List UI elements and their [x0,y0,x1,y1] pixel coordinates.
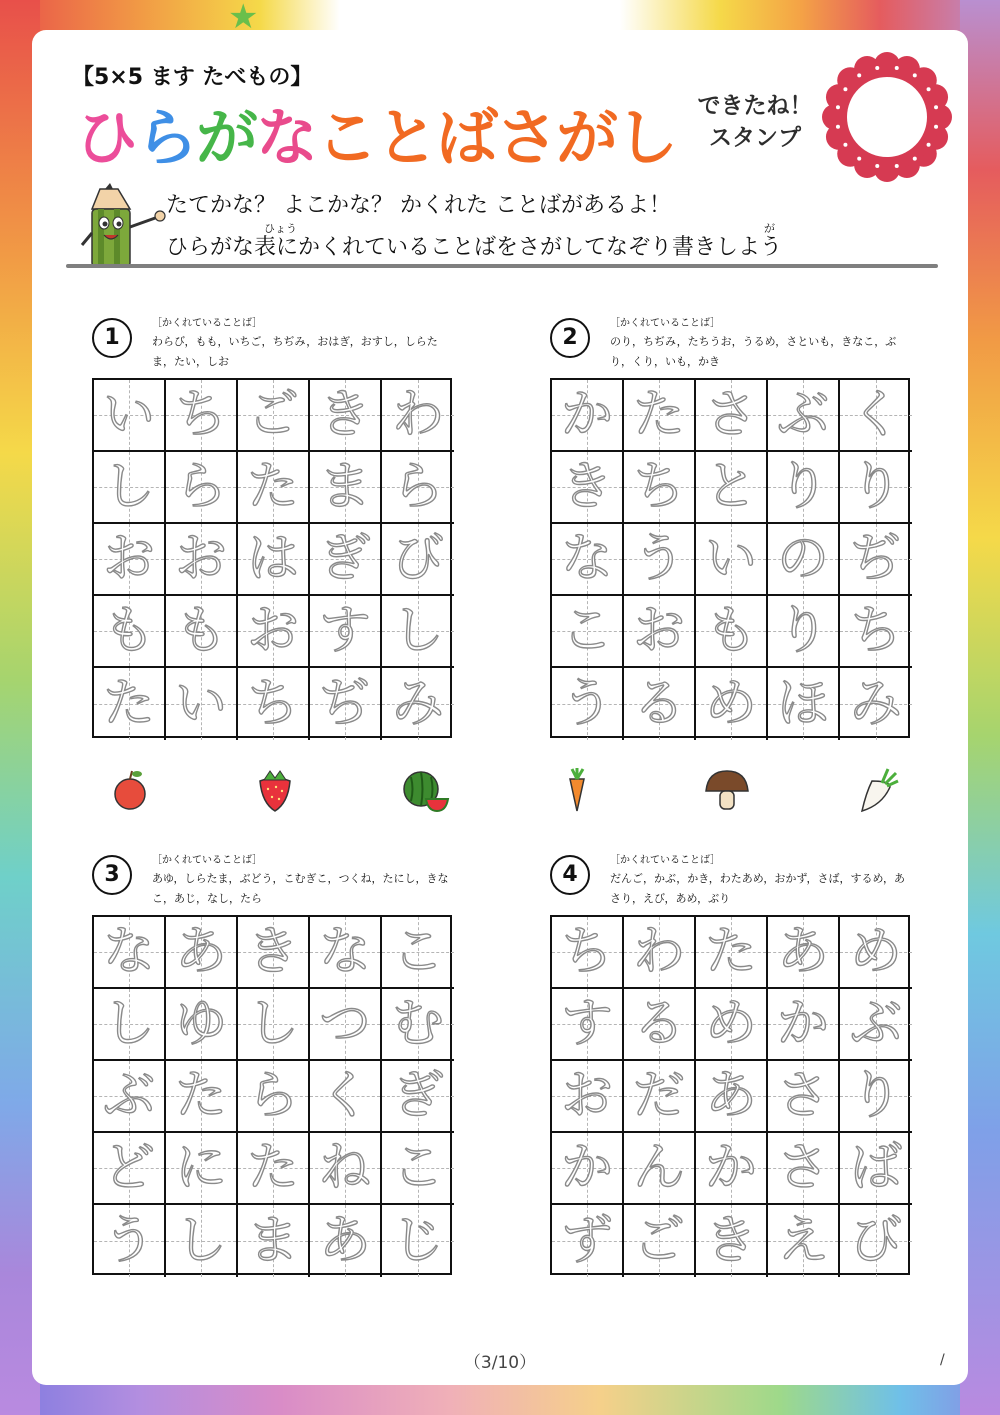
tracing-grid [550,378,910,738]
grid-cell [94,917,166,989]
grid-cell [166,1061,238,1133]
trace-character: の [776,529,829,589]
grid-cell [238,1133,310,1205]
grid-cell [624,524,696,596]
hidden-words-label: ［かくれていることば］ [610,855,721,866]
grid-cell [382,1205,454,1277]
grid-cell [238,524,310,596]
grid-cell [624,917,696,989]
grid-cell [382,917,454,989]
star-icon: ★ [228,0,259,37]
grid-cell [768,1061,840,1133]
stamp-inner [847,77,927,157]
tracing-grid [550,915,910,1275]
stamp-dot [934,125,938,129]
trace-character: ら [174,457,227,517]
grid-cell [238,989,310,1061]
stamp-dot [836,105,840,109]
grid-cell [624,380,696,452]
stamp-dot [857,73,861,77]
trace-character: た [246,457,299,517]
trace-character: め [704,994,757,1054]
grid-cell [768,917,840,989]
stamp-dot [875,66,879,70]
grid-cell [624,989,696,1061]
grid-cell [310,989,382,1061]
trace-character: ぶ [102,1066,155,1126]
grid-cell [696,989,768,1061]
title-char: と [376,101,437,174]
grid-cell [624,1061,696,1133]
trace-character: わ [391,385,444,445]
trace-character: ご [246,385,299,445]
trace-character: は [246,529,299,589]
stamp-label-line2: スタンプ [709,125,801,151]
trace-character: ま [246,1211,299,1271]
stamp-dot [836,125,840,129]
trace-character: り [849,457,902,517]
grid-cell [94,1061,166,1133]
grid-cell [696,596,768,668]
trace-character: か [560,1138,613,1198]
stamp-badge-icon [822,52,952,182]
grid-cell [768,1133,840,1205]
trace-character: し [391,601,444,661]
grid-cell [768,596,840,668]
trace-character: ば [849,1138,902,1198]
trace-character: き [246,922,299,982]
grid-cell [624,452,696,524]
grid-cell [94,596,166,668]
trace-character: ほ [776,674,829,734]
grid-cell [166,917,238,989]
trace-character: あ [174,922,227,982]
grid-cell [552,668,624,740]
stamp-dot [913,73,917,77]
trace-character: さ [704,385,757,445]
grid-cell [768,989,840,1061]
grid-cell [552,989,624,1061]
grid-cell [840,596,912,668]
grid-cell [840,917,912,989]
grid-cell [768,380,840,452]
trace-character: ご [632,1211,685,1271]
grid-cell [840,989,912,1061]
grid-cell [166,1133,238,1205]
trace-character: ぶ [849,994,902,1054]
trace-character: ち [632,457,685,517]
stamp-label-line1: できたね！ [697,93,813,119]
strawberry-icon [250,765,300,815]
grid-cell [840,1205,912,1277]
grid-cell [310,380,382,452]
trace-character: る [632,674,685,734]
grid-cell [840,668,912,740]
trace-character: み [391,674,444,734]
grid-cell [768,452,840,524]
trace-character: ど [102,1138,155,1198]
grid-cell [552,524,624,596]
trace-character: み [849,674,902,734]
grid-cell [696,452,768,524]
grid-cell [310,524,382,596]
grid-cell [310,452,382,524]
trace-character: こ [391,922,444,982]
grid-cell [382,452,454,524]
corner-mark: / [940,1352,945,1368]
trace-character: ぶ [776,385,829,445]
trace-character: あ [776,922,829,982]
puzzle-number: 1 [92,318,132,358]
grid-cell [382,1133,454,1205]
grid-cell [166,452,238,524]
hidden-words-label: ［かくれていることば］ [152,855,263,866]
grid-cell [94,524,166,596]
trace-character: じ [391,1211,444,1271]
trace-character: め [849,922,902,982]
stamp-dot [895,164,899,168]
grid-cell [310,596,382,668]
grid-cell [238,452,310,524]
grid-cell [238,668,310,740]
hidden-words-list: のり，ちぢみ，たちうお，うるめ，さといも，きなこ，ぶり，くり，いも，かき [610,335,897,368]
trace-character: な [102,922,155,982]
grid-cell [310,1205,382,1277]
title-char: さ [496,101,557,174]
trace-character: か [704,1138,757,1198]
hidden-words-label: ［かくれていることば］ [152,318,263,329]
trace-character: い [704,529,757,589]
trace-character: む [391,994,444,1054]
stamp-label [695,90,815,154]
stamp-dot [927,87,931,91]
trace-character: な [318,922,371,982]
title-char: ば [436,101,497,174]
stamp-dot [913,157,917,161]
trace-character: え [776,1211,829,1271]
grid-cell [166,524,238,596]
puzzle-number: 3 [92,855,132,895]
trace-character: た [632,385,685,445]
mushroom-icon [702,765,752,815]
trace-character: か [776,994,829,1054]
instruction-line-2: ひらがな表にかくれていることばをさがしてなぞり書きしよう [166,235,783,260]
title-char: し [616,101,677,174]
trace-character: だ [632,1066,685,1126]
trace-character: し [174,1211,227,1271]
tracing-grid [92,378,452,738]
trace-character: お [174,529,227,589]
trace-character: た [246,1138,299,1198]
trace-character: く [318,1066,371,1126]
grid-cell [382,524,454,596]
trace-character: ち [560,922,613,982]
trace-character: ず [560,1211,613,1271]
stamp-dot [927,143,931,147]
trace-character: わ [632,922,685,982]
grid-cell [624,596,696,668]
grid-cell [768,668,840,740]
grid-cell [310,1133,382,1205]
stamp-dot [895,66,899,70]
stamp-dot [934,105,938,109]
trace-character: お [560,1066,613,1126]
trace-character: し [102,457,155,517]
header-divider [66,264,938,268]
trace-character: た [102,674,155,734]
grid-cell [94,1205,166,1277]
puzzle-number: 4 [550,855,590,895]
trace-character: ぢ [849,529,902,589]
grid-cell [238,1205,310,1277]
grid-cell [840,452,912,524]
grid-cell [94,1133,166,1205]
grid-cell [382,380,454,452]
grid-cell [840,1061,912,1133]
title-char: が [196,101,257,174]
trace-character: と [704,457,757,517]
grid-cell [840,1133,912,1205]
trace-character: お [246,601,299,661]
grid-cell [552,596,624,668]
title-char: が [556,101,617,174]
grid-cell [166,668,238,740]
grid-cell [94,668,166,740]
ruby-hyou: ひょう [264,222,297,235]
grid-cell [624,668,696,740]
trace-character: さ [776,1138,829,1198]
grid-cell [238,1061,310,1133]
trace-character: か [560,385,613,445]
grid-cell [382,596,454,668]
grid-cell [624,1133,696,1205]
title-char: こ [316,101,377,174]
food-illustrations [0,765,1000,815]
trace-character: ね [318,1138,371,1198]
grid-cell [696,1061,768,1133]
worksheet-subtitle: 【5×5 ます たべもの】 [72,65,313,90]
instruction-line-1: たてかな？ よこかな？ かくれた ことばがあるよ！ [166,193,671,218]
hidden-words-list: あゆ，しらたま，ぶどう，こむぎこ，つくね，たにし，きなこ，あじ，なし，たら [152,872,449,905]
apple-icon [105,765,155,815]
grid-cell [840,524,912,596]
trace-character: う [560,674,613,734]
trace-character: び [391,529,444,589]
trace-character: ん [632,1138,685,1198]
trace-character: に [174,1138,227,1198]
trace-character: ぢ [318,674,371,734]
grid-cell [696,668,768,740]
trace-character: ぎ [318,529,371,589]
hidden-words-list: だんご，かぶ，かき，わたあめ，おかず，さば，するめ，あさり，えび，あめ，ぶり [610,872,906,905]
trace-character: い [102,385,155,445]
trace-character: ち [849,601,902,661]
trace-character: ら [391,457,444,517]
title-char: な [256,101,317,174]
ruby-ga: が [764,222,775,235]
page-number: （3/10） [463,1353,537,1373]
title-char: ひ [76,101,137,174]
grid-cell [94,989,166,1061]
trace-character: も [102,601,155,661]
trace-character: な [560,529,613,589]
grid-cell [552,917,624,989]
grid-cell [166,989,238,1061]
trace-character: い [174,674,227,734]
grid-cell [166,596,238,668]
trace-character: り [776,601,829,661]
trace-character: お [102,529,155,589]
grid-cell [696,524,768,596]
stamp-dot [843,143,847,147]
trace-character: る [632,994,685,1054]
trace-character: り [776,457,829,517]
grid-cell [238,596,310,668]
grid-cell [94,452,166,524]
grid-cell [310,917,382,989]
radish-icon [852,765,902,815]
grid-cell [552,380,624,452]
trace-character: り [849,1066,902,1126]
hidden-words-list: わらび，もも，いちご，ちぢみ，おはぎ，おすし，しらたま，たい，しお [152,335,438,368]
trace-character: た [174,1066,227,1126]
stamp-dot [857,157,861,161]
grid-cell [696,1205,768,1277]
grid-cell [768,1205,840,1277]
stamp-dot [875,164,879,168]
trace-character: こ [560,601,613,661]
grid-cell [166,1205,238,1277]
tracing-grid [92,915,452,1275]
grid-cell [238,917,310,989]
trace-character: ぎ [391,1066,444,1126]
grid-cell [696,380,768,452]
grid-cell [552,452,624,524]
pencil-mascot-icon [78,183,168,271]
trace-character: あ [318,1211,371,1271]
trace-character: す [318,601,371,661]
grid-cell [552,1205,624,1277]
watermelon-icon [400,765,450,815]
trace-character: ち [246,674,299,734]
grid-cell [166,380,238,452]
trace-character: き [704,1211,757,1271]
grid-cell [768,524,840,596]
grid-cell [552,1061,624,1133]
trace-character: び [849,1211,902,1271]
trace-character: さ [776,1066,829,1126]
puzzle-number: 2 [550,318,590,358]
worksheet-title [76,88,677,174]
grid-cell [382,989,454,1061]
trace-character: う [102,1211,155,1271]
grid-cell [840,380,912,452]
hidden-words-label: ［かくれていることば］ [610,318,721,329]
trace-character: き [560,457,613,517]
trace-character: く [849,385,902,445]
trace-character: も [174,601,227,661]
trace-character: こ [391,1138,444,1198]
grid-cell [696,917,768,989]
trace-character: う [632,529,685,589]
trace-character: も [704,601,757,661]
trace-character: つ [318,994,371,1054]
carrot-icon [552,765,602,815]
trace-character: ゆ [174,994,227,1054]
trace-character: す [560,994,613,1054]
trace-character: あ [704,1066,757,1126]
stamp-dot [843,87,847,91]
grid-cell [624,1205,696,1277]
grid-cell [310,1061,382,1133]
grid-cell [238,380,310,452]
trace-character: ら [246,1066,299,1126]
trace-character: し [102,994,155,1054]
trace-character: し [246,994,299,1054]
trace-character: ま [318,457,371,517]
title-char: ら [136,101,197,174]
trace-character: め [704,674,757,734]
trace-character: た [704,922,757,982]
grid-cell [696,1133,768,1205]
grid-cell [310,668,382,740]
grid-cell [552,1133,624,1205]
grid-cell [382,668,454,740]
trace-character: ち [174,385,227,445]
grid-cell [94,380,166,452]
trace-character: お [632,601,685,661]
trace-character: き [318,385,371,445]
grid-cell [382,1061,454,1133]
